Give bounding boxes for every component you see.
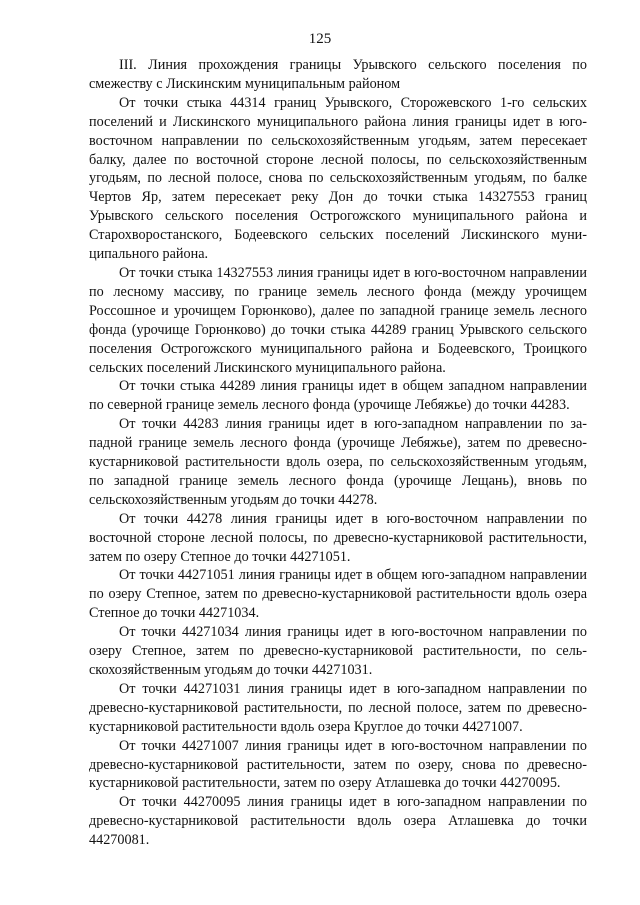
paragraph-boundary-44271034: От точки 44271034 линия границы идет в юго-восточном направлении по озеру Степное, затем по древесно-кустарниковой растительности, по сельскохозяйственным угодьям до точки 44271031. [89,624,587,678]
paragraph-boundary-44271031: От точки 44271031 линия границы идет в юго-западном направлении по древесно-кустарниковой растительности, по лесной полосе, затем по древесно-кустарниковой растительности вдоль озера Круглое до точки 44271007. [89,680,587,735]
section-heading: III. Линия прохождения границы Урывского сельского поселения по смежеству с Лискинским муниципальным районом [89,57,587,92]
document-body [89,56,587,850]
paragraph-boundary-44283: От точки 44283 линия границы идет в юго-западном направлении по западной границе земель лесного фонда (урочище Лебяжье), затем по древесно-кустарниковой растительности вдоль озера, по сельскохозяйственным угодьям, по западной границе земель лесного фонда (урочище Лещань), вновь по сельскохозяйственным угодьям до точки 44278. [89,416,587,508]
paragraph-boundary-14327553: От точки стыка 14327553 линия границы идет в юго-восточном направлении по лесному массиву, по границе земель лесного фонда (между урочищем Россошное и урочищем Горюнково), далее по западной границе земель лесного фонда (урочище Горюнково) до точки стыка 44289 границ Урывского сельского поселения Острогожского муниципального района и Бодеевского, Троицкого сельских поселений Лискинского муниципального района. [89,264,587,376]
page-number: 125 [308,31,332,47]
paragraph-boundary-44270095: От точки 44270095 линия границы идет в юго-западном направлении по древесно-кустарниковой растительности вдоль озера Атлашевка до точки 44270081. [89,794,587,849]
paragraph-boundary-44271007: От точки 44271007 линия границы идет в юго-восточном направлении по древесно-кустарниковой растительности, затем по озеру, снова по древесно-кустарниковой растительности, затем по озеру Атлашевка до точки 44270095. [89,737,587,792]
paragraph-boundary-44278: От точки 44278 линия границы идет в юго-восточном направлении по восточной стороне лесной полосы, по древесно-кустарниковой растительности, затем по озеру Степное до точки 44271051. [89,510,587,565]
paragraph-boundary-44289: От точки стыка 44289 линия границы идет в общем западном направлении по северной границе земель лесного фонда (урочище Лебяжье) до точки 44283. [89,378,587,414]
paragraph-boundary-44314: От точки стыка 44314 границ Урывского, Сторожевского 1-го сельских поселений и Лискинского муниципального района линия границы идет в юго-восточном направлении по сельскохозяйственным угодьям, затем пересекает балку, далее по восточной стороне лесной полосы, по сельскохозяйственным угодьям, по лесной полосе, снова по сельскохозяйственным угодьям, по балке Чертов Яр, затем пересекает реку Дон до точки стыка 14327553 границ Урывского сельского поселения Острогожского муниципального района и Старохворостанского, Бодеевского сельских поселений Лискинского муниципального района. [89,94,587,263]
paragraph-boundary-44271051: От точки 44271051 линия границы идет в общем юго-западном направлении по озеру Степное, затем по древесно-кустарниковой растительности вдоль озера Степное до точки 44271034. [89,567,587,622]
